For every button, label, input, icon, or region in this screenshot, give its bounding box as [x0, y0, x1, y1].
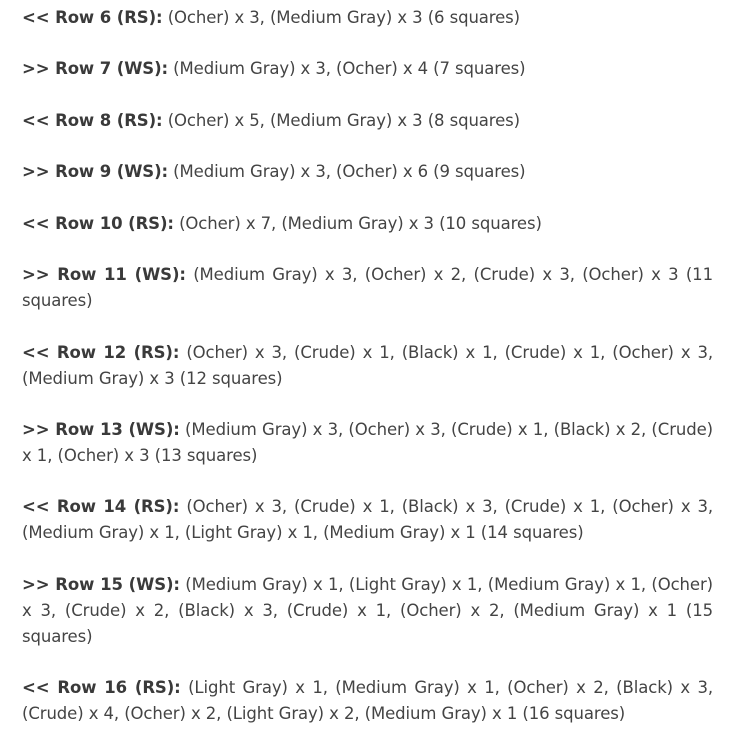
row-label: << Row 6 (RS): [22, 8, 163, 27]
row-label: << Row 14 (RS): [22, 497, 180, 516]
row-text: (Medium Gray) x 3, (Ocher) x 2, (Crude) x 3, (Ocher) x 3 (11 squares) [22, 265, 713, 310]
row-text: (Medium Gray) x 3, (Ocher) x 6 (9 squares) [173, 162, 526, 181]
row-16-instruction [22, 675, 713, 727]
row-12-instruction [22, 340, 713, 392]
row-label: << Row 12 (RS): [22, 343, 180, 362]
row-label: >> Row 15 (WS): [22, 575, 180, 594]
row-text: (Ocher) x 3, (Medium Gray) x 3 (6 squares) [167, 8, 521, 27]
row-label: >> Row 11 (WS): [22, 265, 186, 284]
row-label: << Row 16 (RS): [22, 678, 181, 697]
row-label: >> Row 13 (WS): [22, 420, 180, 439]
row-15-instruction [22, 572, 713, 650]
row-text: (Medium Gray) x 3, (Ocher) x 4 (7 squares) [173, 59, 526, 78]
row-label: >> Row 9 (WS): [22, 162, 169, 181]
row-label: << Row 8 (RS): [22, 111, 163, 130]
row-7-instruction [22, 56, 713, 82]
row-14-instruction [22, 494, 713, 546]
row-text: (Ocher) x 3, (Crude) x 1, (Black) x 3, (Crude) x 1, (Ocher) x 3, (Medium Gray) x 1, (Light Gray) x 1, (Medium Gray) x 1 (14 squares) [22, 497, 713, 542]
row-9-instruction [22, 159, 713, 185]
row-label: << Row 10 (RS): [22, 214, 174, 233]
row-text: (Ocher) x 7, (Medium Gray) x 3 (10 squares) [179, 214, 542, 233]
row-11-instruction [22, 262, 713, 314]
row-6-instruction [22, 5, 713, 31]
row-text: (Ocher) x 5, (Medium Gray) x 3 (8 squares) [167, 111, 521, 130]
row-label: >> Row 7 (WS): [22, 59, 169, 78]
row-text: (Light Gray) x 1, (Medium Gray) x 1, (Ocher) x 2, (Black) x 3, (Crude) x 4, (Ocher) x 2, (Light Gray) x 2, (Medium Gray) x 1 (16 squares) [22, 678, 713, 723]
row-text: (Medium Gray) x 1, (Light Gray) x 1, (Medium Gray) x 1, (Ocher) x 3, (Crude) x 2, (Black) x 3, (Crude) x 1, (Ocher) x 2, (Medium Gray) x 1 (15 squares) [22, 575, 713, 646]
row-text: (Medium Gray) x 3, (Ocher) x 3, (Crude) x 1, (Black) x 2, (Crude) x 1, (Ocher) x 3 (13 squares) [22, 420, 713, 465]
row-8-instruction [22, 108, 713, 134]
row-13-instruction [22, 417, 713, 469]
row-10-instruction [22, 211, 713, 237]
row-text: (Ocher) x 3, (Crude) x 1, (Black) x 1, (Crude) x 1, (Ocher) x 3, (Medium Gray) x 3 (12 squares) [22, 343, 713, 388]
